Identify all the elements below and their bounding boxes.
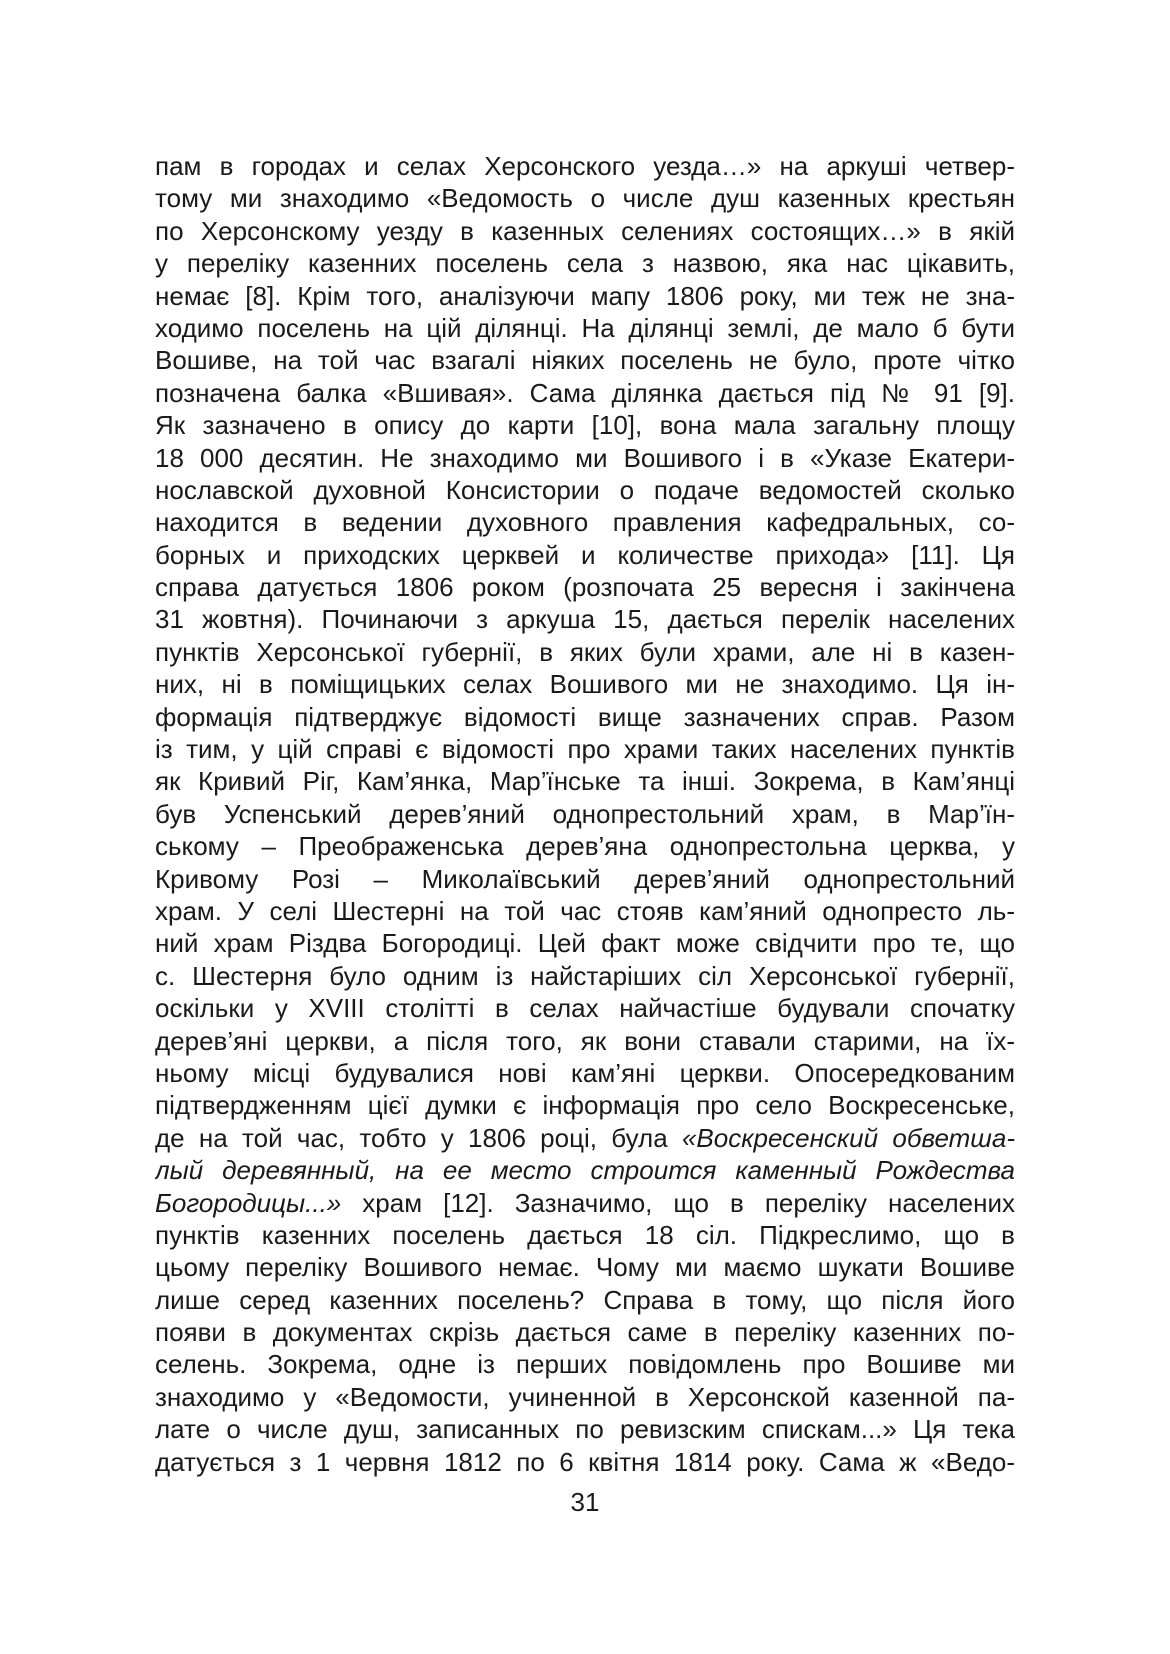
text-line [155, 1284, 1015, 1316]
text-line [155, 182, 1015, 214]
text-line [155, 960, 1015, 992]
text-line [155, 733, 1015, 765]
text-segment: с. Шестерня було одним із найстаріших сіл Херсонської губернії, [155, 960, 1015, 991]
text-segment: храм. У селі Шестерні на той час стояв кам’яний однопресто ль- [155, 895, 1015, 926]
text-segment: храм [12]. Зазначимо, що в переліку населених [341, 1187, 1015, 1218]
text-line [155, 765, 1015, 797]
text-segment: нославской духовной Консистории о подаче ведомостей сколько [155, 474, 1015, 505]
text-line [155, 603, 1015, 635]
text-segment: ходимо поселень на цій ділянці. На ділянці землі, де мало б бути [155, 312, 1015, 343]
text-line [155, 442, 1015, 474]
body-text [155, 150, 1015, 1478]
text-line [155, 377, 1015, 409]
text-line [155, 1219, 1015, 1251]
text-segment: них, ні в поміщицьких селах Вошивого ми не знаходимо. Ця ін- [155, 669, 1015, 700]
text-segment: справа датується 1806 роком (розпочата 25 вересня і закінчена [155, 572, 1015, 603]
text-line [155, 1122, 1015, 1154]
text-segment: Вошиве, на той час взагалі ніяких поселень не було, проте чітко [155, 345, 1015, 376]
text-line [155, 798, 1015, 830]
text-line [155, 247, 1015, 279]
text-segment: позначена балка «Вшивая». Сама ділянка дається під № 91 [9]. [155, 377, 1015, 408]
text-segment: знаходимо у «Ведомости, учиненной в Херсонской казенной па- [155, 1381, 1015, 1412]
text-line [155, 992, 1015, 1024]
text-line [155, 409, 1015, 441]
text-segment: був Успенський дерев’яний однопрестольний храм, в Мар’їн- [155, 798, 1015, 829]
text-segment: селень. Зокрема, одне із перших повідомлень про Вошиве ми [155, 1349, 1015, 1380]
text-line [155, 1381, 1015, 1413]
text-line [155, 1251, 1015, 1283]
text-line [155, 1154, 1015, 1186]
text-line [155, 1446, 1015, 1478]
text-segment: Кривому Розі – Миколаївський дерев’яний однопрестольний [155, 863, 1015, 894]
italic-quote: лый деревянный, на ее место строится каменный Рождества [155, 1155, 1015, 1186]
text-line [155, 1089, 1015, 1121]
text-segment: цьому переліку Вошивого немає. Чому ми маємо шукати Вошиве [155, 1252, 1015, 1283]
text-segment: пам в городах и селах Херсонского уезда…» на аркуші четвер- [155, 151, 1015, 181]
text-segment: лате о числе душ, записанных по ревизским спискам...» Ця тека [155, 1414, 1015, 1445]
text-segment: по Херсонскому уезду в казенных селениях состоящих…» в якій [155, 215, 1015, 246]
text-line [155, 668, 1015, 700]
page-number: 31 [570, 1487, 600, 1517]
text-line [155, 701, 1015, 733]
text-line [155, 215, 1015, 247]
text-line [155, 1187, 1015, 1219]
text-segment: дерев’яні церкви, а після того, як вони ставали старими, на їх- [155, 1025, 1015, 1056]
text-segment: із тим, у цій справі є відомості про храми таких населених пунктів [155, 734, 1015, 765]
text-line [155, 150, 1015, 182]
text-line [155, 895, 1015, 927]
text-segment: пунктів Херсонської губернії, в яких були храми, але ні в казен- [155, 636, 1015, 667]
text-line [155, 539, 1015, 571]
text-line [155, 1413, 1015, 1445]
text-line [155, 863, 1015, 895]
text-segment: де на той час, тобто у 1806 році, була [155, 1122, 682, 1153]
text-segment: 31 жовтня). Починаючи з аркуша 15, дається перелік населених [155, 604, 1015, 635]
text-segment: пунктів казенних поселень дається 18 сіл. Підкреслимо, що в [155, 1219, 1015, 1250]
text-line [155, 1025, 1015, 1057]
text-line [155, 506, 1015, 538]
text-segment: оскільки у XVIII столітті в селах найчастіше будували спочатку [155, 993, 1015, 1024]
text-line [155, 344, 1015, 376]
text-segment: ському – Преображенська дерев’яна однопрестольна церква, у [155, 831, 1015, 862]
text-segment: підтвердженням цієї думки є інформація про село Воскресенське, [155, 1090, 1015, 1121]
text-line [155, 280, 1015, 312]
text-segment: як Кривий Ріг, Кам’янка, Мар’їнське та інші. Зокрема, в Кам’янці [155, 766, 1015, 797]
text-line [155, 474, 1015, 506]
text-segment: немає [8]. Крім того, аналізуючи мапу 1806 року, ми теж не зна- [155, 280, 1015, 311]
text-line [155, 636, 1015, 668]
text-line [155, 571, 1015, 603]
text-segment: тому ми знаходимо «Ведомость о числе душ казенных крестьян [155, 183, 1015, 214]
text-line [155, 830, 1015, 862]
text-segment: датується з 1 червня 1812 по 6 квітня 1814 року. Сама ж «Ведо- [155, 1446, 1015, 1477]
text-segment: находится в ведении духовного правления кафедральных, со- [155, 507, 1015, 538]
italic-quote: «Воскресенский обветша- [681, 1122, 1015, 1153]
text-segment: у переліку казенних поселень села з назвою, яка нас цікавить, [155, 248, 1015, 279]
text-segment: 18 000 десятин. Не знаходимо ми Вошивого і в «Указе Екатери- [155, 442, 1015, 473]
text-segment: Як зазначено в опису до карти [10], вона мала загальну площу [155, 410, 1015, 441]
text-segment: лише серед казенних поселень? Справа в тому, що після його [155, 1284, 1015, 1315]
text-segment: формація підтверджує відомості вище зазначених справ. Разом [155, 701, 1015, 732]
text-line [155, 927, 1015, 959]
text-segment: ний храм Різдва Богородиці. Цей факт може свідчити про те, що [155, 928, 1015, 959]
text-line [155, 312, 1015, 344]
text-line [155, 1348, 1015, 1380]
text-line [155, 1316, 1015, 1348]
text-line [155, 1057, 1015, 1089]
text-segment: ньому місці будувалися нові кам’яні церкви. Опосередкованим [155, 1057, 1015, 1088]
text-segment: борных и приходских церквей и количестве прихода» [11]. Ця [155, 539, 1015, 570]
text-segment: появи в документах скрізь дається саме в переліку казенних по- [155, 1317, 1015, 1348]
italic-quote: Богородицы...» [155, 1187, 342, 1218]
